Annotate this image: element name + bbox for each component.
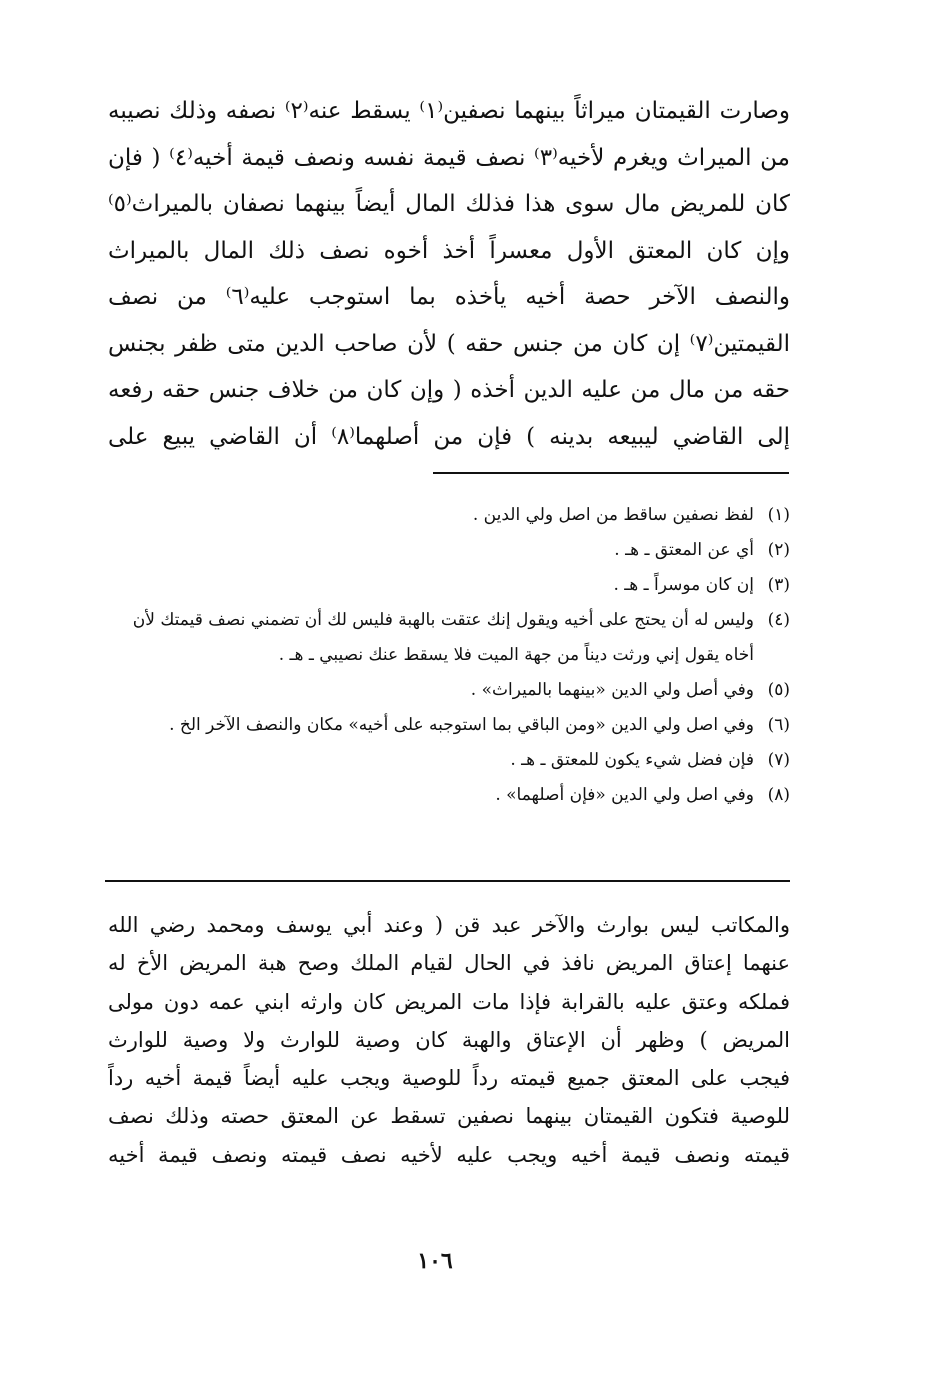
commentary-line: فيجب على المعتق جميع قيمته رداً للوصية ويجب عليه أيضاً قيمة أخيه رداً [108,1066,790,1091]
footnote-number: (٢) [767,540,790,560]
footnote-item [106,743,790,778]
commentary-line: فملكه وعتق عليه بالقرابة فإذا مات المريض كان وارثه ابني عمه دون مولى [108,989,790,1014]
commentary-separator [105,880,790,882]
footnote-item [106,533,790,568]
commentary-block [108,906,790,1174]
page-number: ١٠٦ [417,1248,453,1274]
footnote-text: أي عن المعتق ـ هـ . [614,540,754,560]
footnote-separator [433,472,789,474]
footnote-text: إن كان موسراً ـ هـ . [613,575,754,595]
main-text-line: من الميراث ويغرم لأخيه⁽٣⁾ نصف قيمة نفسه ونصف قيمة أخيه⁽٤⁾ ( فإن [108,144,790,171]
main-text-line: القيمتين⁽٧⁾ إن كان من جنس حقه ) لأن صاحب الدين متى ظفر بجنس [108,330,790,357]
footnote-text: فإن فضل شيء يكون للمعتق ـ هـ . [510,750,754,770]
main-text-line: وصارت القيمتان ميراثاً بينهما نصفين⁽١⁾ يسقط عنه⁽٢⁾ نصفه وذلك نصيبه [108,98,790,124]
footnote-text: لفظ نصفين ساقط من اصل ولي الدين . [472,505,754,525]
footnote-item [106,673,790,708]
commentary-line: عنهما إعتاق المريض نافذ في الحال لقيام الملك وصح هبة المريض الأخ له [108,951,790,976]
main-text-line: والنصف الآخر حصة أخيه يأخذه بما استوجب عليه⁽٦⁾ من نصف [108,284,790,310]
footnote-text: وفي اصل ولي الدين «ومن الباقي بما استوجبه على أخيه» مكان والنصف الآخر الخ . [169,715,754,735]
footnote-text: وليس له أن يحتج على أخيه ويقول إنك عتقت بالهبة فليس لك أن تضمني نصف قيمتك لأن أخاه يقول إني ورثت ديناً من جهة الميت فلا يسقط عنك نصيبي ـ هـ . [132,610,754,665]
commentary-line: المريض ) وظهر أن الإعتاق والهبة كان وصية للوارث ولا وصية للوارث [108,1027,790,1052]
main-text-line: وإن كان المعتق الأول معسراً أخذ أخوه نصف ذلك المال بالميراث [108,237,790,264]
footnote-text: وفي أصل ولي الدين «بينهما بالميراث» . [470,680,754,700]
footnote-number: (٦) [767,715,790,735]
footnote-number: (٥) [767,680,790,700]
footnote-number: (٨) [767,785,790,805]
main-text-line: كان للمريض مال سوى هذا فذلك المال أيضاً بينهما نصفان بالميراث⁽٥⁾ [108,191,790,217]
footnotes-block [106,498,790,813]
main-text-line: حقه من مال من عليه الدين أخذه ( وإن كان من خلاف جنس حقه رفعه [108,377,790,403]
main-text-block [108,88,790,460]
footnote-item [106,568,790,603]
footnote-number: (١) [767,505,790,525]
footnote-item [106,778,790,813]
footnote-number: (٤) [767,610,790,630]
commentary-line: قيمته ونصف قيمة أخيه ويجب عليه لأخيه نصف قيمته ونصف قيمة أخيه [108,1142,790,1167]
footnote-item [106,498,790,533]
footnote-number: (٣) [767,575,790,595]
footnote-item [106,708,790,743]
commentary-line: للوصية فتكون القيمتان بينهما نصفين تسقط عن المعتق حصته وذلك نصف [108,1104,790,1129]
footnote-item [106,603,790,673]
commentary-line: والمكاتب ليس بوارث والآخر عبد قن ( وعند أبي يوسف ومحمد رضي الله [108,913,790,937]
footnote-number: (٧) [767,750,790,770]
footnote-text: وفي اصل ولي الدين «فإن أصلهما» . [495,785,754,805]
main-text-line: إلى القاضي ليبيعه بدينه ) فإن من أصلهما⁽٨⁾ أن القاضي يبيع على [108,423,790,450]
